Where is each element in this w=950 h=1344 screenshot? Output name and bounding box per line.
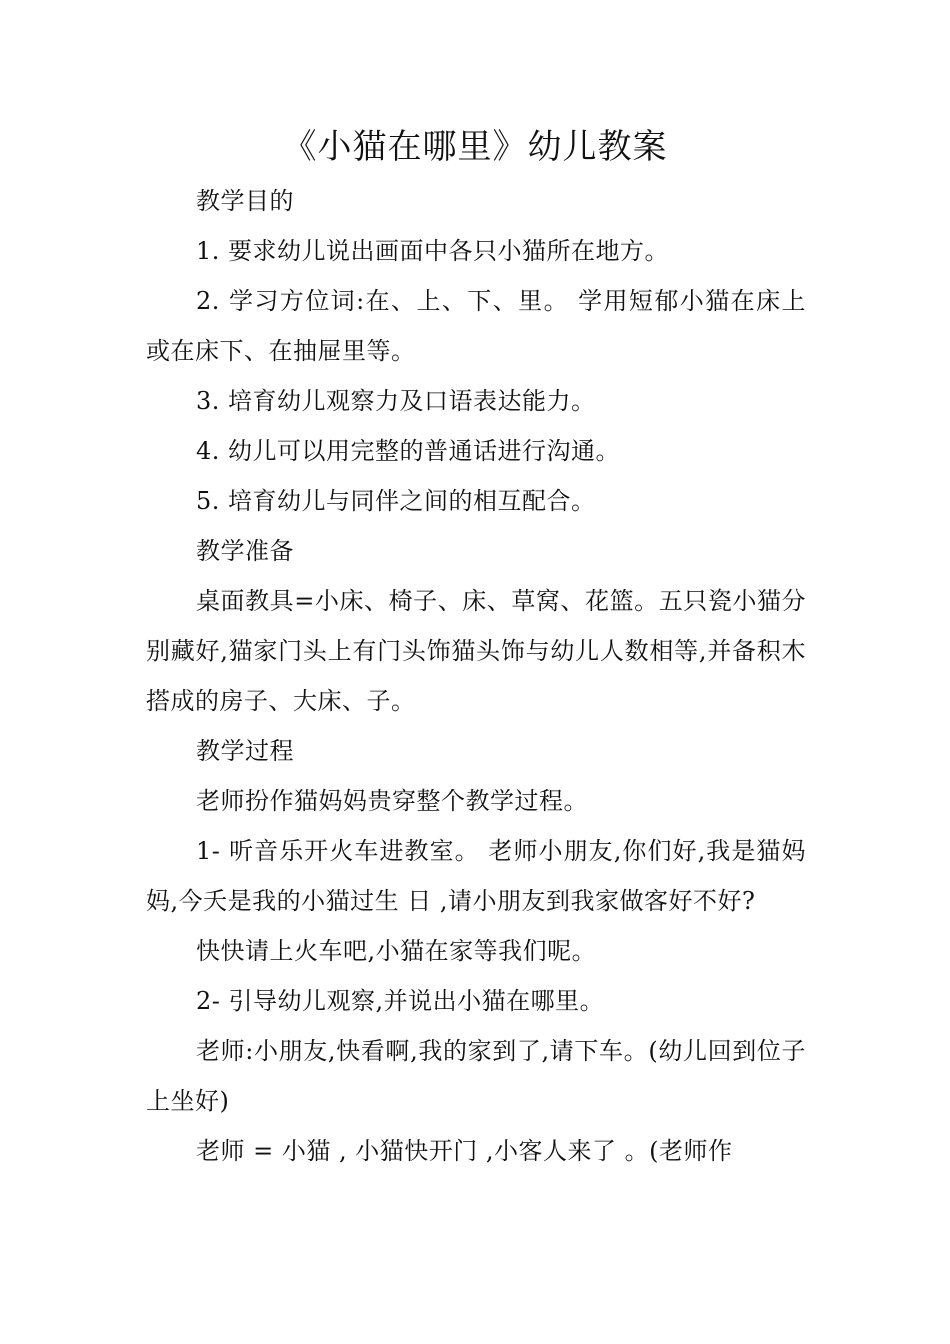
section-heading-purpose: 教学目的: [196, 187, 294, 215]
paragraph: 老师扮作猫妈妈贵穿整个教学过程。: [196, 787, 588, 815]
paragraph: 老师 = 小猫 , 小猫快开门 ,小客人来了 。(老师作: [196, 1137, 733, 1165]
paragraph: 1. 要求幼儿说出画面中各只小猫所在地方。: [196, 237, 670, 265]
document-title: 《小猫在哪里》幼儿教案: [282, 127, 668, 167]
paragraph: 4. 幼儿可以用完整的普通话进行沟通。: [196, 437, 621, 465]
document-body: [146, 176, 806, 1176]
section-heading-process: 教学过程: [196, 737, 294, 765]
paragraph: 5. 培育幼儿与同伴之间的相互配合。: [196, 487, 596, 515]
paragraph: 2- 引导幼儿观察,并说出小猫在哪里。: [196, 987, 605, 1015]
paragraph: 1- 听音乐开火车进教室。 老师小朋友,你们好,我是猫妈妈,今夭是我的小猫过生 日 ,请小朋友到我家做客好不好?: [146, 837, 806, 915]
section-heading-preparation: 教学准备: [196, 537, 294, 565]
paragraph: 2. 学习方位词:在、上、下、里。 学用短郁小猫在床上或在床下、在抽屉里等。: [146, 287, 806, 365]
paragraph: 3. 培育幼儿观察力及口语表达能力。: [196, 387, 596, 415]
paragraph: 老师:小朋友,快看啊,我的家到了,请下车。(幼儿回到位子上坐好): [146, 1037, 806, 1115]
paragraph: 桌面教具=小床、椅子、床、草窝、花篮。五只瓷小猫分别藏好,猫家门头上有门头饰猫头饰与幼儿人数相等,并备积木搭成的房子、大床、子。: [146, 587, 806, 715]
paragraph: 快快请上火车吧,小猫在家等我们呢。: [196, 937, 597, 965]
